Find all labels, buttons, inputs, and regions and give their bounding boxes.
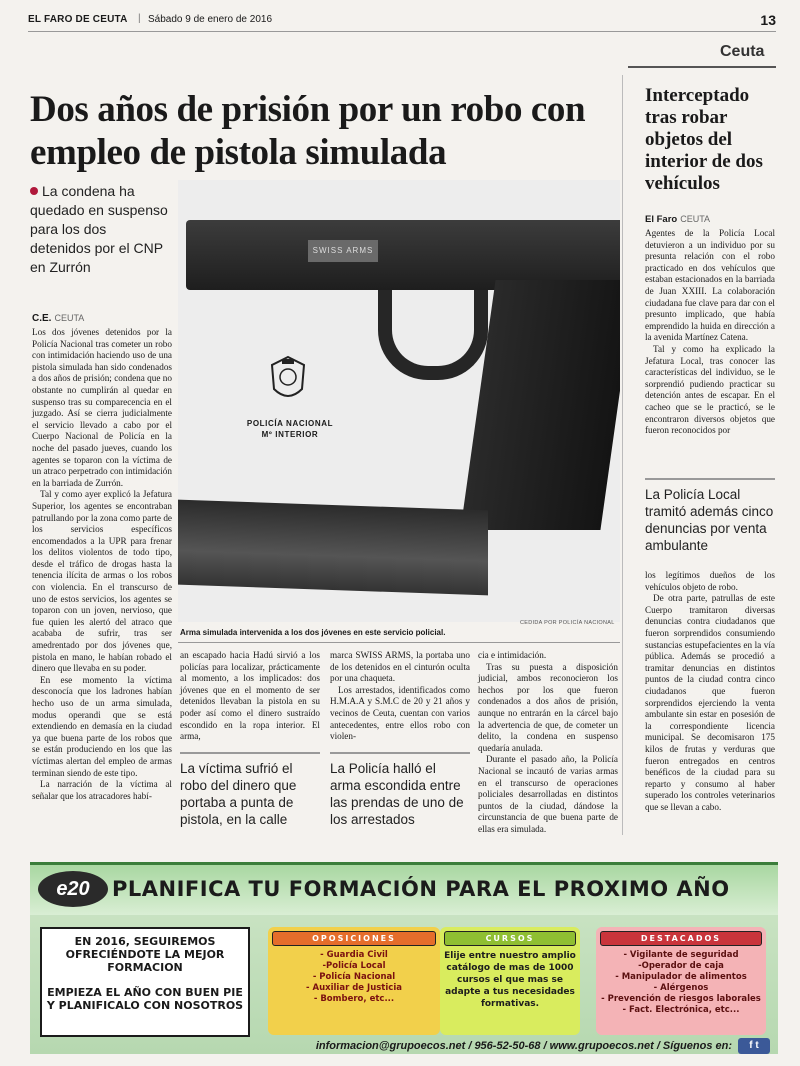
byline-location: CEUTA: [54, 313, 85, 323]
ad-destacados-box: [596, 927, 766, 1035]
sidebar-column-bottom: [645, 570, 775, 813]
article-photo: [178, 180, 620, 622]
masthead-separator: |: [138, 13, 141, 24]
byline-author: C.E.: [32, 313, 52, 324]
article-column-3: [330, 650, 470, 743]
paragraph: La narración de la víctima al señalar que los atracadores habí-: [32, 779, 172, 801]
gun-marking-plate: [308, 240, 378, 262]
gun-marking: SWISS ARMS: [312, 246, 374, 255]
oposiciones-item: - Auxiliar de Justicia: [306, 983, 402, 993]
subhead-text: La condena ha quedado en suspenso para los dos detenidos por el CNP en Zurrón: [30, 183, 168, 275]
destacados-item: - Alérgenos: [653, 983, 709, 993]
oposiciones-item: - Guardia Civil: [320, 950, 388, 960]
paragraph: Tal y como ha explicado la Jefatura Local, tras conocer las características del individuo, se le sorprendió pudiendo practicar su detención antes de escapar. En el cacheo que se le practicó, se le encontraron diversos objetos que fueron reconocidos por: [645, 343, 775, 436]
paragraph: Los dos jóvenes detenidos por la Policía Nacional tras cometer un robo con intimidación haciendo uso de una pistola simulada han sido condenados a dos años de prisión; condena que no obstante no cumplirán al quedar en suspenso tras su comparecencia en el juzgado. Así se cierra judicialmente el servicio llevado a cabo por el Cuerpo Nacional de Policía en la noche del pasado jueves, cuando los agentes se toparon con la víctima de un atraco perpetrado con intimidación en la barriada de Zurrón.: [32, 327, 172, 488]
ad-headline: PLANIFICA TU FORMACIÓN PARA EL PROXIMO AÑO: [112, 877, 730, 901]
oposiciones-item: -Policía Local: [322, 961, 386, 971]
pull-quote-1: La víctima sufrió el robo del dinero que portaba a punta de pistola, en la calle: [180, 752, 320, 828]
ad-left-line-1: EN 2016, SEGUIREMOS OFRECIÉNDOTE LA MEJOR FORMACION: [65, 935, 225, 974]
main-subhead: [30, 182, 170, 277]
ad-logo: e20: [38, 871, 108, 907]
destacados-title: DESTACADOS: [600, 931, 762, 946]
issue-date: Sábado 9 de enero de 2016: [148, 14, 272, 25]
sidebar-byline-location: CEUTA: [680, 214, 711, 224]
sidebar-column-top: [645, 228, 775, 437]
police-badge-text: [230, 418, 350, 440]
paragraph: marca SWISS ARMS, la portaba uno de los detenidos en el cinturón oculta por una chaqueta.: [330, 650, 470, 684]
badge-line-1: POLICÍA NACIONAL: [246, 419, 334, 428]
paragraph: an escapado hacia Hadú sirvió a los policías para localizar, prácticamente al momento, a los implicados: dos jóvenes que en el momento de ser detenidos llevaban la pistola en su poder así como el dinero sustraído escondido en la ropa interior. El arma,: [180, 650, 320, 742]
caption-rule: [178, 642, 620, 643]
sidebar-byline-author: El Faro: [645, 214, 678, 225]
sidebar-headline: Interceptado tras robar objetos del interior de dos vehículos: [645, 85, 763, 194]
ad-left-line-2: EMPIEZA EL AÑO CON BUEN PIE Y PLANIFICALO CON NOSOTROS: [46, 986, 244, 1012]
cursos-text: Elije entre nuestro amplio catálogo de mas de 1000 cursos el que mas se adapte a tus necesidades formativas.: [444, 951, 576, 1009]
photo-credit: CEDIDA POR POLICÍA NACIONAL: [520, 620, 615, 626]
ad-oposiciones-box: [268, 927, 440, 1035]
sidebar-byline: [645, 214, 710, 225]
ad-cursos-box: [440, 927, 580, 1035]
cursos-title: CURSOS: [444, 931, 576, 946]
paragraph: Los arrestados, identificados como H.M.A.A y S.M.C de 20 y 21 años y vecinos de Ceuta, cuentan con varios antecedentes, entre ellos robo con violen-: [330, 684, 470, 742]
pull-quote-2: La Policía halló el arma escondida entre las prendas de uno de los arrestados: [330, 752, 470, 828]
bullet-icon: [30, 187, 38, 195]
paragraph: Agentes de la Policía Local detuvieron a un individuo por su presunta relación con el robo practicado en dos vehículos que estaban estacionados en la barriada de Juan XXIII. La colaboración ciudadana fue clave para dar con el presunto implicado, que había emprendido la huida en dirección a la avenida Martínez Catena.: [645, 228, 775, 343]
paragraph: Tras su puesta a disposición judicial, ambos reconocieron los hechos por los que fueron condenados a dos años de prisión, aunque no entrarán en la cárcel bajo la advertencia de que, de cometer un delito, la condena en suspenso quedaría anulada.: [478, 661, 618, 753]
paragraph: En ese momento la víctima desconocía que los ladrones habían hecho uso de un arma simulada, modus operandi que se está extendiendo en demasía en la ciudad ya que buena parte de los robos que se están produciendo en los que las víctimas alertan del empleo de armas terminan siendo de este tipo.: [32, 674, 172, 778]
section-label: Ceuta: [720, 43, 765, 60]
police-shield-icon: [268, 355, 308, 405]
paragraph: Tal y como ayer explicó la Jefatura Superior, los agentes se encontraban patrullando por la zona como parte de los servicios específicos encomendados a la UPR para frenar los delitos violentos de todo tipo, desde el tráfico de drogas hasta la tenencia ilícita de armas o los robos con violencia. En el transcurso de uno de estos servicios, los agentes se toparon con un joven, nervioso, que fue quien les alertó del atraco que acababa de sufrir, tras ser amedrentado por dos jóvenes que, pistola en mano, le habían robado el dinero que llevaba en su poder.: [32, 489, 172, 674]
article-column-4: [478, 650, 618, 836]
destacados-item: - Vigilante de seguridad: [623, 950, 739, 960]
ad-contact-footer: [30, 1035, 778, 1057]
sidebar-pull-quote: La Policía Local tramitó además cinco denuncias por venta ambulante: [645, 478, 775, 554]
paragraph: Durante el pasado año, la Policía Nacional se incautó de varias armas en el transcurso de operaciones policiales desarrolladas en distintos puntos de la ciudad, dándose la circunstancia de que buena parte de ellas era simulada.: [478, 754, 618, 834]
destacados-item: - Manipulador de alimentos: [615, 972, 747, 982]
masthead: [28, 12, 776, 32]
article-column-1: [32, 327, 172, 802]
section-rule: [628, 66, 776, 68]
paragraph: los legítimos dueños de los vehículos objeto de robo.: [645, 570, 775, 592]
oposiciones-item: - Policía Nacional: [312, 972, 396, 982]
main-byline: [32, 313, 84, 324]
gun-trigger-guard: [378, 290, 488, 380]
main-headline: Dos años de prisión por un robo con empleo de pistola simulada: [30, 89, 586, 173]
paragraph: De otra parte, patrullas de este Cuerpo tramitaron diversas denuncias contra ciudadanos que fueron sorprendidos consumiendo sustancias estupefacientes en la vía pública. Además se procedió a tramitar denuncias en distintos puntos de la ciudad contra cinco ciudadanos que fueron sorprendidos ejerciendo la venta ambulante sin estar en posesión de la correspondiente licencia municipal. Se decomisaron 175 kilos de frutas y verduras que fueron entregados en centros benéficos de la ciudad para su reparto y consumo al haber superado los controles veterinarios que se llevan a cabo.: [645, 593, 775, 812]
destacados-item: - Prevención de riesgos laborales: [601, 994, 761, 1004]
column-divider: [622, 75, 623, 835]
destacados-item: -Operador de caja: [638, 961, 724, 971]
destacados-item: - Fact. Electrónica, etc...: [622, 1005, 740, 1015]
paragraph: cia e intimidación.: [478, 650, 547, 660]
advertisement: [30, 862, 778, 1054]
oposiciones-title: OPOSICIONES: [272, 931, 436, 946]
newspaper-name: EL FARO DE CEUTA: [28, 14, 128, 25]
ad-left-panel: [40, 927, 250, 1037]
oposiciones-item: - Bombero, etc...: [313, 994, 395, 1004]
photo-caption: Arma simulada intervenida a los dos jóvenes en este servicio policial.: [180, 628, 446, 637]
badge-line-2: Mº INTERIOR: [261, 430, 319, 439]
social-media-icon: f t: [738, 1038, 770, 1054]
gun-magazine: [178, 500, 488, 596]
article-column-2: [180, 650, 320, 743]
page-number: 13: [760, 12, 776, 28]
ad-contact-text: informacion@grupoecos.net / 956-52-50-68 / www.grupoecos.net / Síguenos en:: [315, 1040, 732, 1052]
